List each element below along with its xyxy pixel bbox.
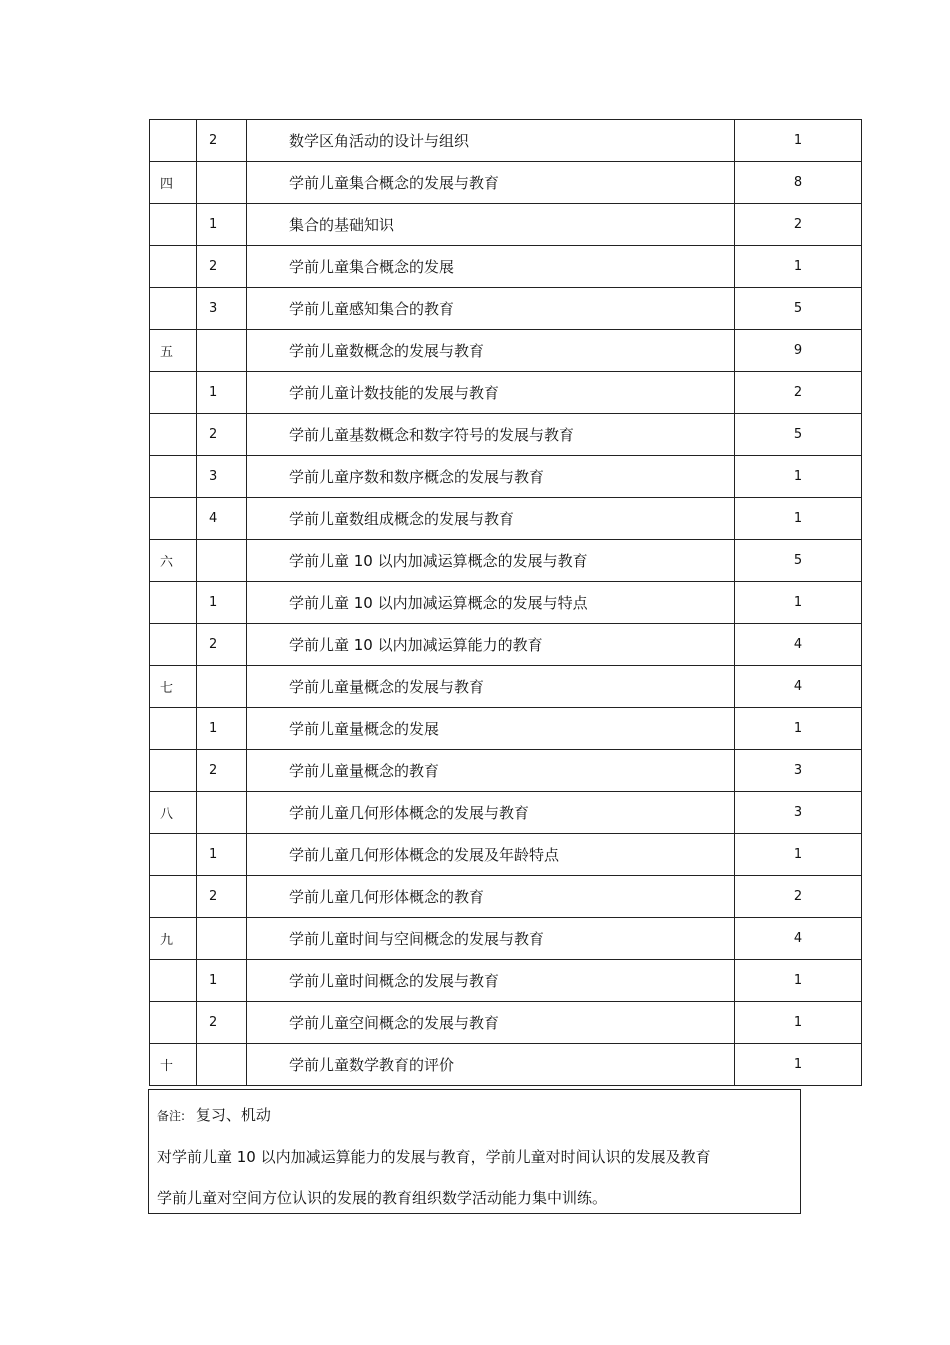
topic-title-cell: 学前儿童几何形体概念的教育 bbox=[247, 876, 735, 918]
table-row bbox=[150, 708, 862, 750]
table-row bbox=[150, 624, 862, 666]
hours-cell: 1 bbox=[735, 834, 862, 876]
table-row bbox=[150, 540, 862, 582]
section-number-cell: 1 bbox=[197, 708, 247, 750]
hours-cell: 3 bbox=[735, 792, 862, 834]
hours-cell: 1 bbox=[735, 456, 862, 498]
hours-cell: 4 bbox=[735, 666, 862, 708]
section-number-cell: 1 bbox=[197, 834, 247, 876]
hours-cell: 1 bbox=[735, 1002, 862, 1044]
topic-title-cell: 学前儿童时间与空间概念的发展与教育 bbox=[247, 918, 735, 960]
table-row bbox=[150, 330, 862, 372]
remarks-box bbox=[148, 1089, 801, 1214]
chapter-number-cell: 十 bbox=[150, 1044, 197, 1086]
topic-title-cell: 学前儿童量概念的发展与教育 bbox=[247, 666, 735, 708]
table-row bbox=[150, 792, 862, 834]
topic-title-cell: 学前儿童感知集合的教育 bbox=[247, 288, 735, 330]
section-number-cell: 1 bbox=[197, 372, 247, 414]
section-number-cell bbox=[197, 162, 247, 204]
chapter-number-cell bbox=[150, 750, 197, 792]
hours-cell: 4 bbox=[735, 918, 862, 960]
chapter-number-cell: 八 bbox=[150, 792, 197, 834]
chapter-number-cell bbox=[150, 120, 197, 162]
topic-title-cell: 学前儿童几何形体概念的发展与教育 bbox=[247, 792, 735, 834]
hours-cell: 1 bbox=[735, 120, 862, 162]
section-number-cell bbox=[197, 1044, 247, 1086]
topic-title-cell: 学前儿童集合概念的发展 bbox=[247, 246, 735, 288]
table-row bbox=[150, 666, 862, 708]
remarks-line-3: 学前儿童对空间方位认识的发展的教育组织数学活动能力集中训练。 bbox=[157, 1189, 608, 1207]
chapter-number-cell bbox=[150, 876, 197, 918]
table-row bbox=[150, 372, 862, 414]
table-row bbox=[150, 1044, 862, 1086]
table-row bbox=[150, 204, 862, 246]
chapter-number-cell bbox=[150, 1002, 197, 1044]
table-row bbox=[150, 876, 862, 918]
chapter-number-cell bbox=[150, 372, 197, 414]
topic-title-cell: 学前儿童 10 以内加减运算能力的教育 bbox=[247, 624, 735, 666]
topic-title-cell: 学前儿童序数和数序概念的发展与教育 bbox=[247, 456, 735, 498]
section-number-cell bbox=[197, 330, 247, 372]
chapter-number-cell: 四 bbox=[150, 162, 197, 204]
chapter-number-cell bbox=[150, 498, 197, 540]
topic-title-cell: 学前儿童计数技能的发展与教育 bbox=[247, 372, 735, 414]
hours-cell: 2 bbox=[735, 876, 862, 918]
topic-title-cell: 学前儿童 10 以内加减运算概念的发展与特点 bbox=[247, 582, 735, 624]
chapter-number-cell bbox=[150, 708, 197, 750]
section-number-cell bbox=[197, 540, 247, 582]
chapter-number-cell bbox=[150, 624, 197, 666]
section-number-cell: 2 bbox=[197, 1002, 247, 1044]
hours-cell: 8 bbox=[735, 162, 862, 204]
chapter-number-cell bbox=[150, 582, 197, 624]
hours-cell: 1 bbox=[735, 582, 862, 624]
chapter-number-cell bbox=[150, 204, 197, 246]
chapter-number-cell: 七 bbox=[150, 666, 197, 708]
table-row bbox=[150, 120, 862, 162]
table-body bbox=[150, 120, 862, 1086]
section-number-cell: 3 bbox=[197, 456, 247, 498]
table-row bbox=[150, 960, 862, 1002]
topic-title-cell: 数学区角活动的设计与组织 bbox=[247, 120, 735, 162]
topic-title-cell: 学前儿童基数概念和数字符号的发展与教育 bbox=[247, 414, 735, 456]
table-row bbox=[150, 498, 862, 540]
chapter-number-cell bbox=[150, 834, 197, 876]
table-row bbox=[150, 246, 862, 288]
table-row bbox=[150, 288, 862, 330]
section-number-cell: 2 bbox=[197, 624, 247, 666]
hours-cell: 5 bbox=[735, 414, 862, 456]
topic-title-cell: 学前儿童空间概念的发展与教育 bbox=[247, 1002, 735, 1044]
chapter-number-cell bbox=[150, 288, 197, 330]
hours-cell: 1 bbox=[735, 708, 862, 750]
table-row bbox=[150, 162, 862, 204]
section-number-cell: 2 bbox=[197, 750, 247, 792]
remarks-heading bbox=[157, 1104, 271, 1125]
table-row bbox=[150, 456, 862, 498]
chapter-number-cell bbox=[150, 960, 197, 1002]
section-number-cell bbox=[197, 666, 247, 708]
topic-title-cell: 学前儿童量概念的教育 bbox=[247, 750, 735, 792]
section-number-cell: 1 bbox=[197, 582, 247, 624]
hours-cell: 5 bbox=[735, 540, 862, 582]
remarks-line-2: 对学前儿童 10 以内加减运算能力的发展与教育，学前儿童对时间认识的发展及教育 bbox=[157, 1148, 711, 1166]
topic-title-cell: 学前儿童集合概念的发展与教育 bbox=[247, 162, 735, 204]
chapter-number-cell bbox=[150, 246, 197, 288]
section-number-cell bbox=[197, 918, 247, 960]
topic-title-cell: 学前儿童数组成概念的发展与教育 bbox=[247, 498, 735, 540]
chapter-number-cell bbox=[150, 414, 197, 456]
topic-title-cell: 学前儿童数概念的发展与教育 bbox=[247, 330, 735, 372]
topic-title-cell: 学前儿童 10 以内加减运算概念的发展与教育 bbox=[247, 540, 735, 582]
table-row bbox=[150, 918, 862, 960]
table-row bbox=[150, 1002, 862, 1044]
section-number-cell: 2 bbox=[197, 120, 247, 162]
topic-title-cell: 学前儿童量概念的发展 bbox=[247, 708, 735, 750]
remarks-label-text: 复习、机动 bbox=[195, 1106, 271, 1124]
section-number-cell: 2 bbox=[197, 414, 247, 456]
section-number-cell: 1 bbox=[197, 204, 247, 246]
section-number-cell: 4 bbox=[197, 498, 247, 540]
section-number-cell bbox=[197, 792, 247, 834]
table-row bbox=[150, 750, 862, 792]
hours-cell: 5 bbox=[735, 288, 862, 330]
chapter-number-cell bbox=[150, 456, 197, 498]
section-number-cell: 3 bbox=[197, 288, 247, 330]
section-number-cell: 2 bbox=[197, 876, 247, 918]
chapter-number-cell: 五 bbox=[150, 330, 197, 372]
hours-cell: 3 bbox=[735, 750, 862, 792]
hours-cell: 2 bbox=[735, 372, 862, 414]
hours-cell: 1 bbox=[735, 960, 862, 1002]
chapter-number-cell: 六 bbox=[150, 540, 197, 582]
hours-cell: 1 bbox=[735, 246, 862, 288]
remarks-label: 备注: bbox=[157, 1109, 186, 1123]
section-number-cell: 1 bbox=[197, 960, 247, 1002]
hours-cell: 4 bbox=[735, 624, 862, 666]
section-number-cell: 2 bbox=[197, 246, 247, 288]
syllabus-table bbox=[149, 119, 862, 1086]
hours-cell: 2 bbox=[735, 204, 862, 246]
topic-title-cell: 学前儿童几何形体概念的发展及年龄特点 bbox=[247, 834, 735, 876]
topic-title-cell: 集合的基础知识 bbox=[247, 204, 735, 246]
table-row bbox=[150, 414, 862, 456]
hours-cell: 9 bbox=[735, 330, 862, 372]
topic-title-cell: 学前儿童时间概念的发展与教育 bbox=[247, 960, 735, 1002]
hours-cell: 1 bbox=[735, 1044, 862, 1086]
table-row bbox=[150, 834, 862, 876]
chapter-number-cell: 九 bbox=[150, 918, 197, 960]
hours-cell: 1 bbox=[735, 498, 862, 540]
table-row bbox=[150, 582, 862, 624]
topic-title-cell: 学前儿童数学教育的评价 bbox=[247, 1044, 735, 1086]
